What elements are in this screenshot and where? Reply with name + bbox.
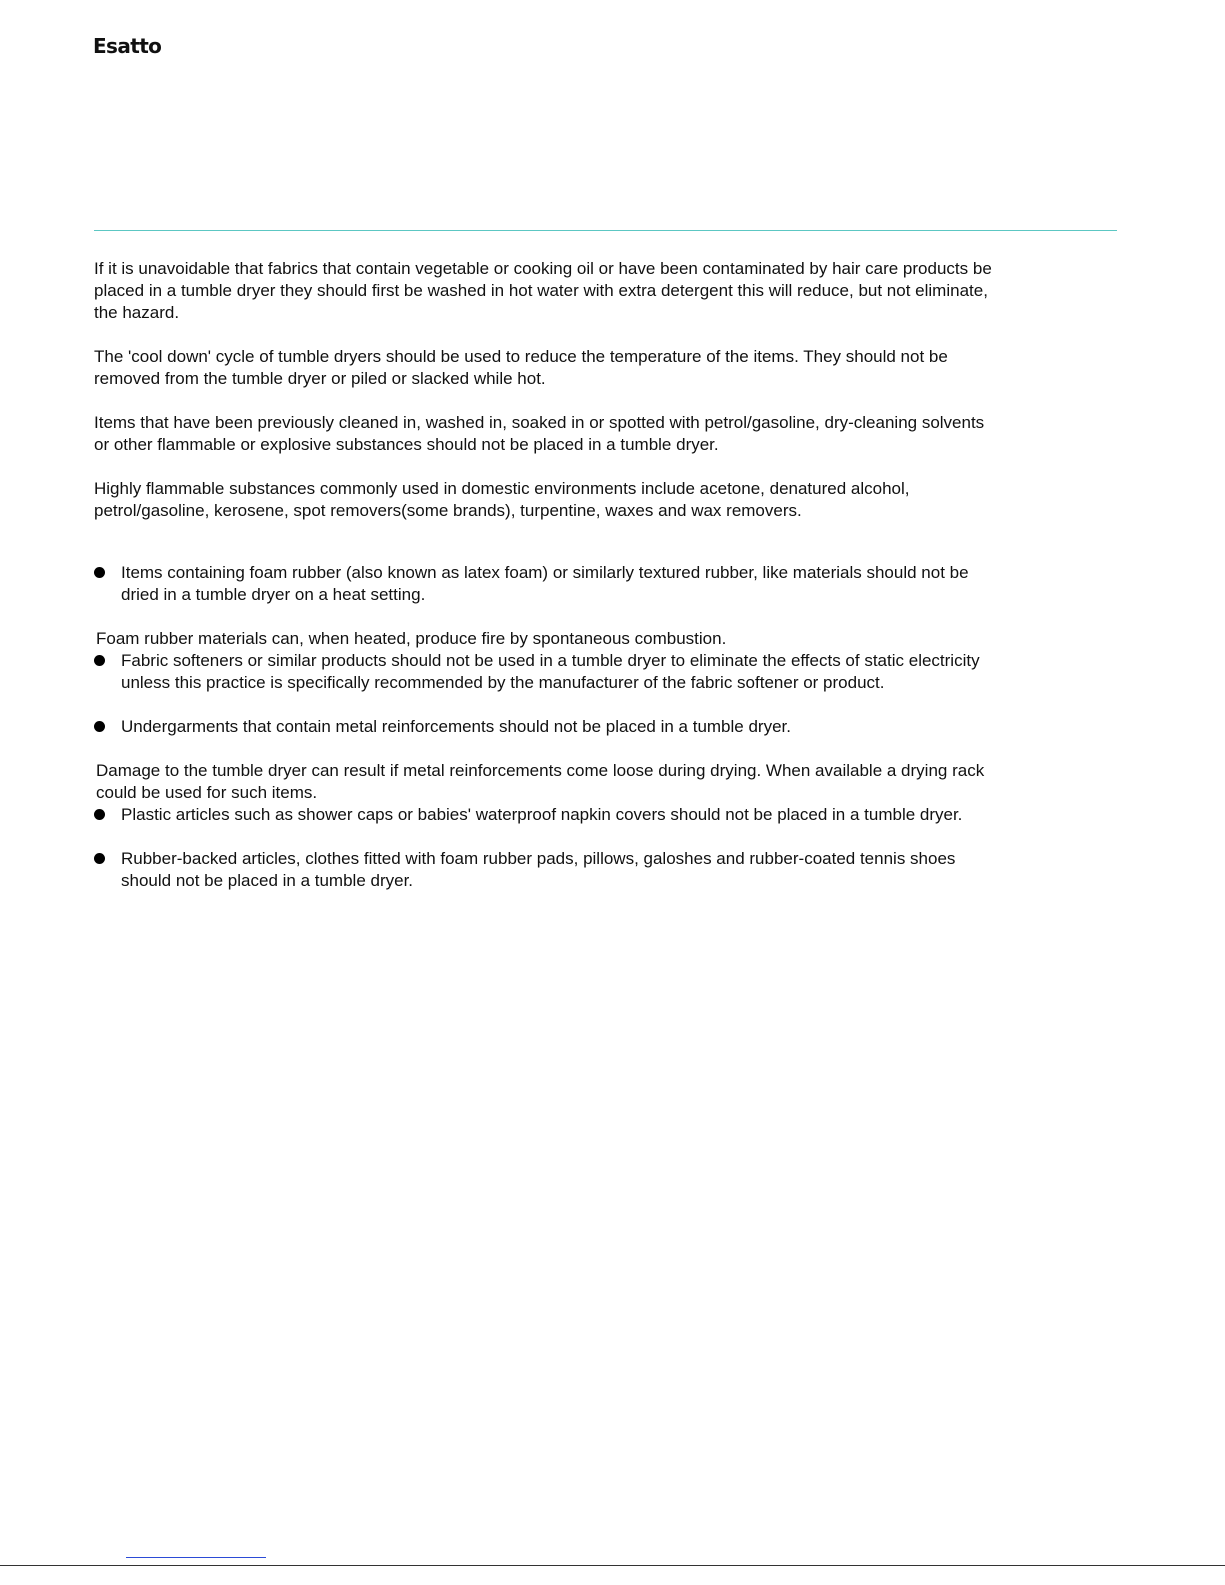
bullet-item-undergarments: [94, 716, 994, 738]
page-bottom-border: [0, 1565, 1225, 1566]
footer-link-underline[interactable]: [126, 1557, 266, 1558]
note-metal-reinforcements: Damage to the tumble dryer can result if metal reinforcements come loose during drying. When available a drying rack could be used for such items.: [96, 761, 985, 802]
bullet-item-rubber-backed: [94, 848, 994, 892]
bullet-text: Plastic articles such as shower caps or babies' waterproof napkin covers should not be placed in a tumble dryer.: [121, 805, 963, 824]
bullet-text: Fabric softeners or similar products should not be used in a tumble dryer to eliminate the effects of static electricity unless this practice is specifically recommended by the manufacturer of the fabric softener or product.: [121, 651, 980, 692]
bullet-dot-icon: [94, 655, 105, 666]
paragraph-cool-down: The 'cool down' cycle of tumble dryers should be used to reduce the temperature of the items. They should not be removed from the tumble dryer or piled or slacked while hot.: [94, 347, 948, 388]
note-foam-combustion: Foam rubber materials can, when heated, produce fire by spontaneous combustion.: [96, 629, 727, 648]
bullet-dot-icon: [94, 809, 105, 820]
bullet-item-foam-rubber: [94, 562, 994, 606]
paragraph-solvents: Items that have been previously cleaned in, washed in, soaked in or spotted with petrol/gasoline, dry-cleaning solvents or other flammable or explosive substances should not be placed in a tumble dryer.: [94, 413, 985, 454]
bullet-text: Items containing foam rubber (also known as latex foam) or similarly textured rubber, like materials should not be dried in a tumble dryer on a heat setting.: [121, 563, 969, 604]
bullet-dot-icon: [94, 567, 105, 578]
bullet-item-plastic-articles: [94, 804, 994, 826]
bullet-text: Rubber-backed articles, clothes fitted with foam rubber pads, pillows, galoshes and rubber-coated tennis shoes should not be placed in a tumble dryer.: [121, 849, 956, 890]
header-divider: [94, 230, 1117, 231]
bullet-text: Undergarments that contain metal reinforcements should not be placed in a tumble dryer.: [121, 717, 791, 736]
bullet-item-fabric-softeners: [94, 650, 994, 694]
paragraph-oil-fabrics: If it is unavoidable that fabrics that contain vegetable or cooking oil or have been contaminated by hair care products be placed in a tumble dryer they should first be washed in hot water with extra detergent this will reduce, but not eliminate, the hazard.: [94, 259, 992, 322]
safety-instructions: [94, 258, 994, 914]
bullet-dot-icon: [94, 853, 105, 864]
bullet-dot-icon: [94, 721, 105, 732]
brand-logo: Esatto: [93, 34, 162, 58]
paragraph-flammable-substances: Highly flammable substances commonly used in domestic environments include acetone, denatured alcohol, petrol/gasoline, kerosene, spot removers(some brands), turpentine, waxes and wax removers.: [94, 479, 910, 520]
